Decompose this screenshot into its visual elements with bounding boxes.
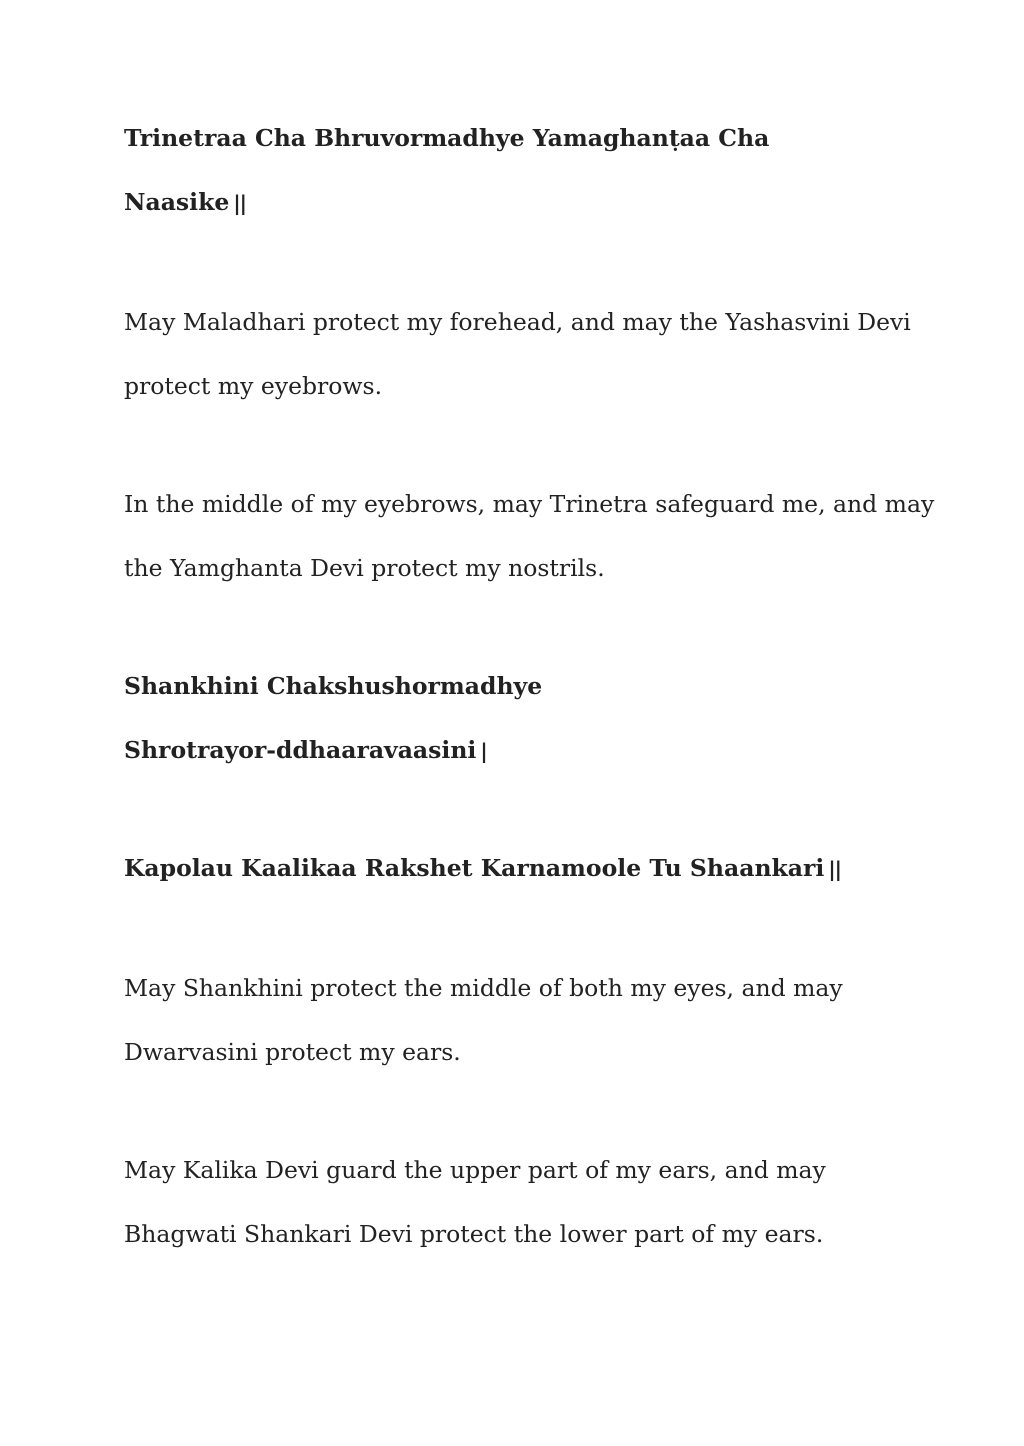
verse-line-text: Naasike	[124, 188, 230, 216]
verse-line: Shankhini Chakshushormadhye	[124, 672, 543, 700]
verse-line-text: Kapolau Kaalikaa Rakshet Karnamoole Tu Shaankari	[124, 854, 825, 882]
prose-paragraph-2	[124, 472, 935, 600]
verse-line	[124, 836, 924, 901]
verse-paragraph-3	[124, 836, 924, 901]
prose-line: In the middle of my eyebrows, may Trinetra safeguard me, and may	[124, 490, 935, 518]
prose-line: protect my eyebrows.	[124, 372, 383, 400]
single-danda-mark: |	[480, 739, 487, 763]
prose-line: May Shankhini protect the middle of both my eyes, and may	[124, 974, 843, 1002]
prose-line: Dwarvasini protect my ears.	[124, 1038, 461, 1066]
prose-line: May Kalika Devi guard the upper part of my ears, and may	[124, 1156, 826, 1184]
verse-line-text: Shrotrayor-ddhaaravaasini	[124, 736, 477, 764]
prose-line: the Yamghanta Devi protect my nostrils.	[124, 554, 605, 582]
prose-line: Bhagwati Shankari Devi protect the lower part of my ears.	[124, 1220, 824, 1248]
prose-paragraph-3	[124, 956, 924, 1084]
verse-line	[124, 718, 924, 783]
double-danda-mark: ||	[828, 857, 841, 881]
prose-paragraph-4	[124, 1138, 924, 1266]
verse-line: Trinetraa Cha Bhruvormadhye Yamaghanṭaa Cha	[124, 124, 770, 152]
verse-paragraph-1	[124, 106, 924, 235]
verse-line	[124, 170, 924, 235]
double-danda-mark: ||	[233, 191, 246, 215]
prose-paragraph-1	[124, 290, 924, 418]
verse-paragraph-2	[124, 654, 924, 783]
prose-line: May Maladhari protect my forehead, and may the Yashasvini Devi	[124, 308, 911, 336]
